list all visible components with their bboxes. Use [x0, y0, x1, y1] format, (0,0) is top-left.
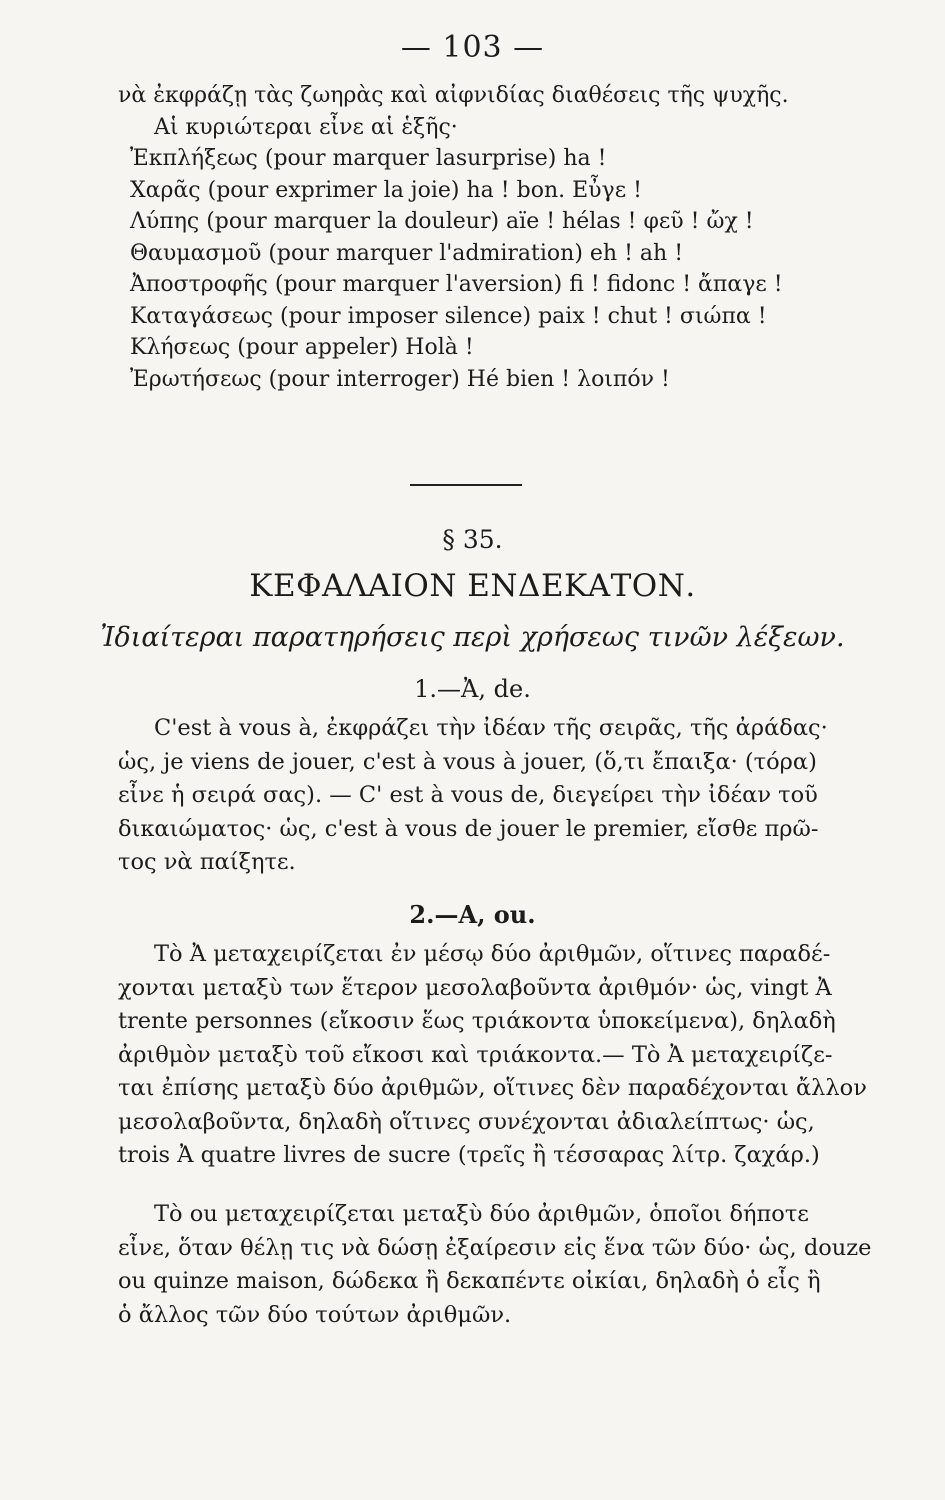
text-line: χονται μεταξὺ των ἕτερον μεσολαβοῦντα ἀριθμόν· ὡς, vingt Ἀ [118, 974, 832, 1001]
text-line: τος νὰ παίξητε. [118, 849, 296, 875]
chapter-subtitle: Ἰδιαίτεραι παρατηρήσεις περὶ χρήσεως τινῶν λέξεων. [100, 622, 845, 653]
text-line: Κλήσεως (pour appeler) Holà ! [130, 335, 474, 360]
text-line: ὁ ἄλλος τῶν δύο τούτων ἀριθμῶν. [118, 1301, 512, 1328]
text-line: trente personnes (εἴκοσιν ἕως τριάκοντα ὑποκείμενα), δηλαδὴ [118, 1008, 836, 1034]
text-line: Λύπης (pour marquer la douleur) aïe ! hélas ! φεῦ ! ὤχ ! [130, 209, 754, 234]
text-line: ὡς, je viens de jouer, c'est à vous à jouer, (ὅ,τι ἔπαιξα· (τόρα) [118, 748, 817, 775]
text-line: ται ἐπίσης μεταξὺ δύο ἀριθμῶν, οἵτινες δὲν παραδέχονται ἄλλον [118, 1075, 867, 1101]
item-heading-2: 2.—A, ou. [409, 900, 536, 929]
page-number: — 103 — [400, 30, 545, 65]
text-line: trois Ἀ quatre livres de sucre (τρεῖς ἢ τέσσαρας λίτρ. ζαχάρ.) [118, 1142, 820, 1168]
text-line: Αἱ κυριώτεραι εἶνε αἱ ἑξῆς· [154, 114, 458, 140]
text-line: εἶνε ἡ σειρά σας). — C' est à vous de, διεγείρει τὴν ἰδέαν τοῦ [118, 782, 818, 808]
text-line: Ἀποστροφῆς (pour marquer l'aversion) fi ! fidonc ! ἄπαγε ! [130, 272, 783, 297]
text-line: Ἐκπλήξεως (pour marquer lasurprise) ha ! [130, 146, 607, 171]
paragraph-3 [118, 1198, 872, 1332]
text-line: μεσολαβοῦντα, δηλαδὴ οἵτινες συνέχονται ἀδιαλείπτως· ὡς, [118, 1108, 815, 1135]
text-line: εἶνε, ὅταν θέλῃ τις νὰ δώσῃ ἐξαίρεσιν εἰς ἕνα τῶν δύο· ὡς, douze [118, 1234, 872, 1261]
text-line: Χαρᾶς (pour exprimer la joie) ha ! bon. Εὖγε ! [130, 177, 642, 203]
text-line: Τὸ Ἀ μεταχειρίζεται ἐν μέσῳ δύο ἀριθμῶν, οἵτινες παραδέ- [154, 941, 831, 967]
text-line: ἀριθμὸν μεταξὺ τοῦ εἴκοσι καὶ τριάκοντα.— Τὸ Ἀ μεταχειρίζε- [118, 1041, 833, 1068]
paragraph-2 [118, 938, 867, 1173]
section-divider [410, 484, 522, 486]
text-line: δικαιώματος· ὡς, c'est à vous de jouer le premier, εἴσθε πρῶ- [118, 815, 819, 842]
section-number: § 35. [442, 525, 503, 554]
text-line: ou quinze maison, δώδεκα ἢ δεκαπέντε οἰκίαι, δηλαδὴ ὁ εἷς ἢ [118, 1268, 821, 1294]
text-line: Καταγάσεως (pour imposer silence) paix ! chut ! σιώπα ! [130, 303, 767, 329]
paragraph-1 [118, 712, 828, 880]
text-line: Ἐρωτήσεως (pour interroger) Hé bien ! λοιπόν ! [130, 366, 670, 392]
text-line: Θαυμασμοῦ (pour marquer l'admiration) eh ! ah ! [130, 240, 684, 266]
text-line: νὰ ἐκφράζῃ τὰς ζωηρὰς καὶ αἰφνιδίας διαθέσεις τῆς ψυχῆς. [118, 83, 789, 108]
text-line: C'est à vous à, ἐκφράζει τὴν ἰδέαν τῆς σειρᾶς, τῆς ἀράδας· [154, 715, 828, 741]
item-heading-1: 1.—Ἀ, de. [414, 675, 531, 703]
text-line: Τὸ ou μεταχειρίζεται μεταξὺ δύο ἀριθμῶν, ὁποῖοι δήποτε [154, 1201, 809, 1227]
chapter-title: ΚΕΦΑΛΑΙΟΝ ΕΝΔΕΚΑΤΟΝ. [249, 568, 696, 604]
interjections-block [118, 80, 828, 395]
